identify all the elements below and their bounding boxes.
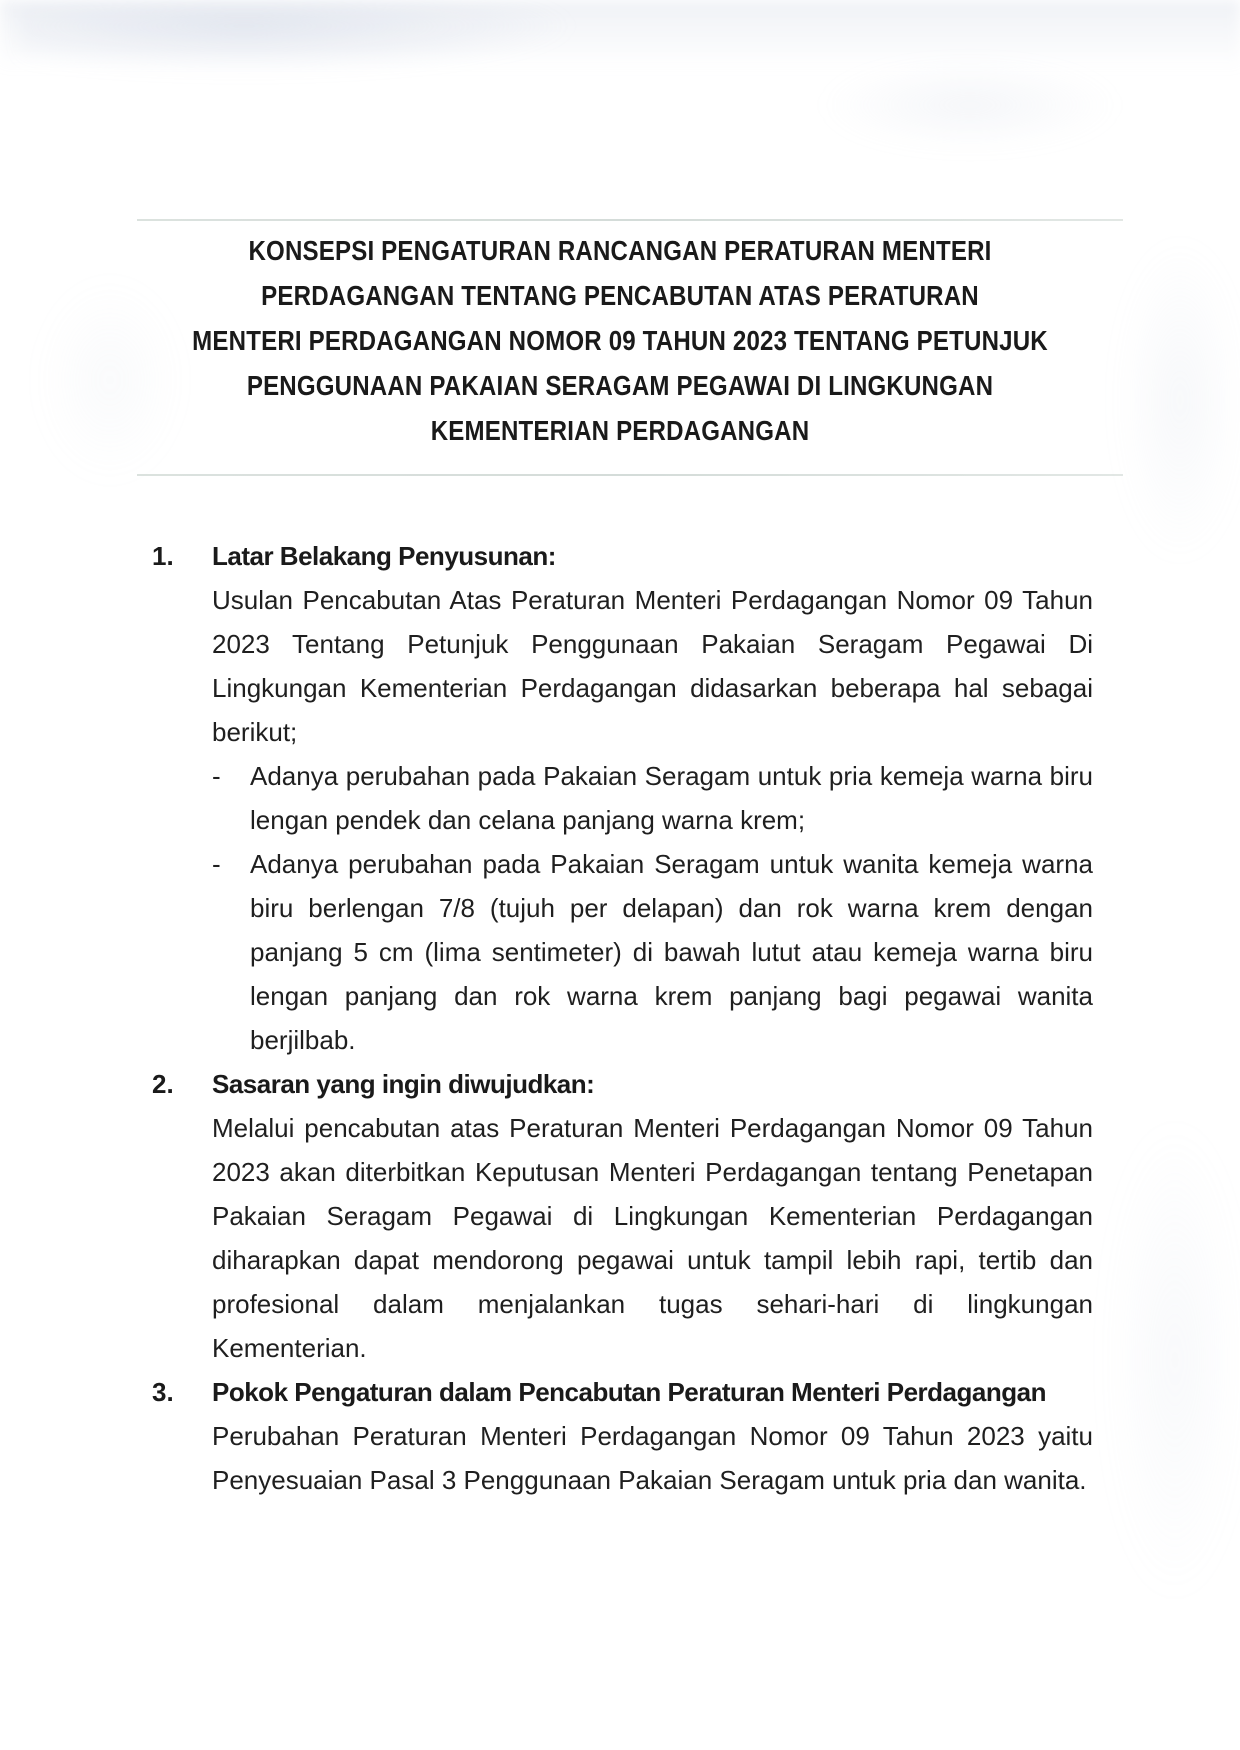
scan-smudge-top-right xyxy=(820,60,1120,150)
scan-smudge-top-strip xyxy=(0,0,1240,70)
title-line-2: PERDAGANGAN TENTANG PENCABUTAN ATAS PERATURAN xyxy=(261,280,979,311)
section-number: 1. xyxy=(152,541,174,571)
scan-smudge-right-upper xyxy=(1120,240,1240,560)
section-paragraph: Melalui pencabutan atas Peraturan Menteri Perdagangan Nomor 09 Tahun 2023 akan diterbitkan Keputusan Menteri Perdagangan tentang Penetapan Pakaian Seragam Pegawai di Lingkungan Kementerian Perdagangan diharapkan dapat mendorong pegawai untuk tampil lebih rapi, tertib dan profesional dalam menjalankan tugas sehari-hari di lingkungan Kementerian. xyxy=(212,1113,1093,1363)
section-item-1 xyxy=(152,534,1093,1062)
title-line-5: KEMENTERIAN PERDAGANGAN xyxy=(430,415,810,446)
section-heading: Pokok Pengaturan dalam Pencabutan Peraturan Menteri Perdagangan xyxy=(212,1377,1046,1407)
section-list xyxy=(152,534,1093,1502)
title-line-3: MENTERI PERDAGANGAN NOMOR 09 TAHUN 2023 TENTANG PETUNJUK xyxy=(192,325,1048,356)
section-paragraph: Perubahan Peraturan Menteri Perdagangan Nomor 09 Tahun 2023 yaitu Penyesuaian Pasal 3 Penggunaan Pakaian Seragam untuk pria dan wanita. xyxy=(212,1421,1093,1495)
bullet-list xyxy=(212,754,1093,1062)
divider-line-top xyxy=(137,219,1123,221)
section-heading: Latar Belakang Penyusunan: xyxy=(212,541,556,571)
bullet-item-2 xyxy=(212,842,1093,1062)
dash-marker: - xyxy=(212,761,221,791)
document-title xyxy=(190,228,1050,453)
bullet-text: Adanya perubahan pada Pakaian Seragam untuk wanita kemeja warna biru berlengan 7/8 (tujuh per delapan) dan rok warna krem dengan panjang 5 cm (lima sentimeter) di bawah lutut atau kemeja warna biru lengan panjang dan rok warna krem panjang bagi pegawai wanita berjilbab. xyxy=(250,849,1093,1055)
section-paragraph: Usulan Pencabutan Atas Peraturan Menteri Perdagangan Nomor 09 Tahun 2023 Tentang Petunjuk Penggunaan Pakaian Seragam Pegawai Di Lingkungan Kementerian Perdagangan didasarkan beberapa hal sebagai berikut; xyxy=(212,585,1093,747)
section-item-3 xyxy=(152,1370,1093,1502)
section-item-2 xyxy=(152,1062,1093,1370)
section-number: 2. xyxy=(152,1069,174,1099)
dash-marker: - xyxy=(212,849,221,879)
scan-smudge-top-left xyxy=(20,5,580,75)
section-body xyxy=(212,534,1093,1062)
section-heading: Sasaran yang ingin diwujudkan: xyxy=(212,1069,595,1099)
section-number: 3. xyxy=(152,1377,174,1407)
section-body xyxy=(212,1062,1093,1370)
title-line-1: KONSEPSI PENGATURAN RANCANGAN PERATURAN MENTERI xyxy=(248,235,992,266)
scan-smudge-right-lower xyxy=(1110,1120,1240,1600)
section-body xyxy=(212,1370,1093,1502)
divider-line-bottom xyxy=(137,474,1123,476)
bullet-item-1 xyxy=(212,754,1093,842)
bullet-text: Adanya perubahan pada Pakaian Seragam untuk pria kemeja warna biru lengan pendek dan celana panjang warna krem; xyxy=(250,761,1093,835)
scan-smudge-mid-left xyxy=(40,280,180,480)
title-line-4: PENGGUNAAN PAKAIAN SERAGAM PEGAWAI DI LINGKUNGAN xyxy=(246,370,994,401)
